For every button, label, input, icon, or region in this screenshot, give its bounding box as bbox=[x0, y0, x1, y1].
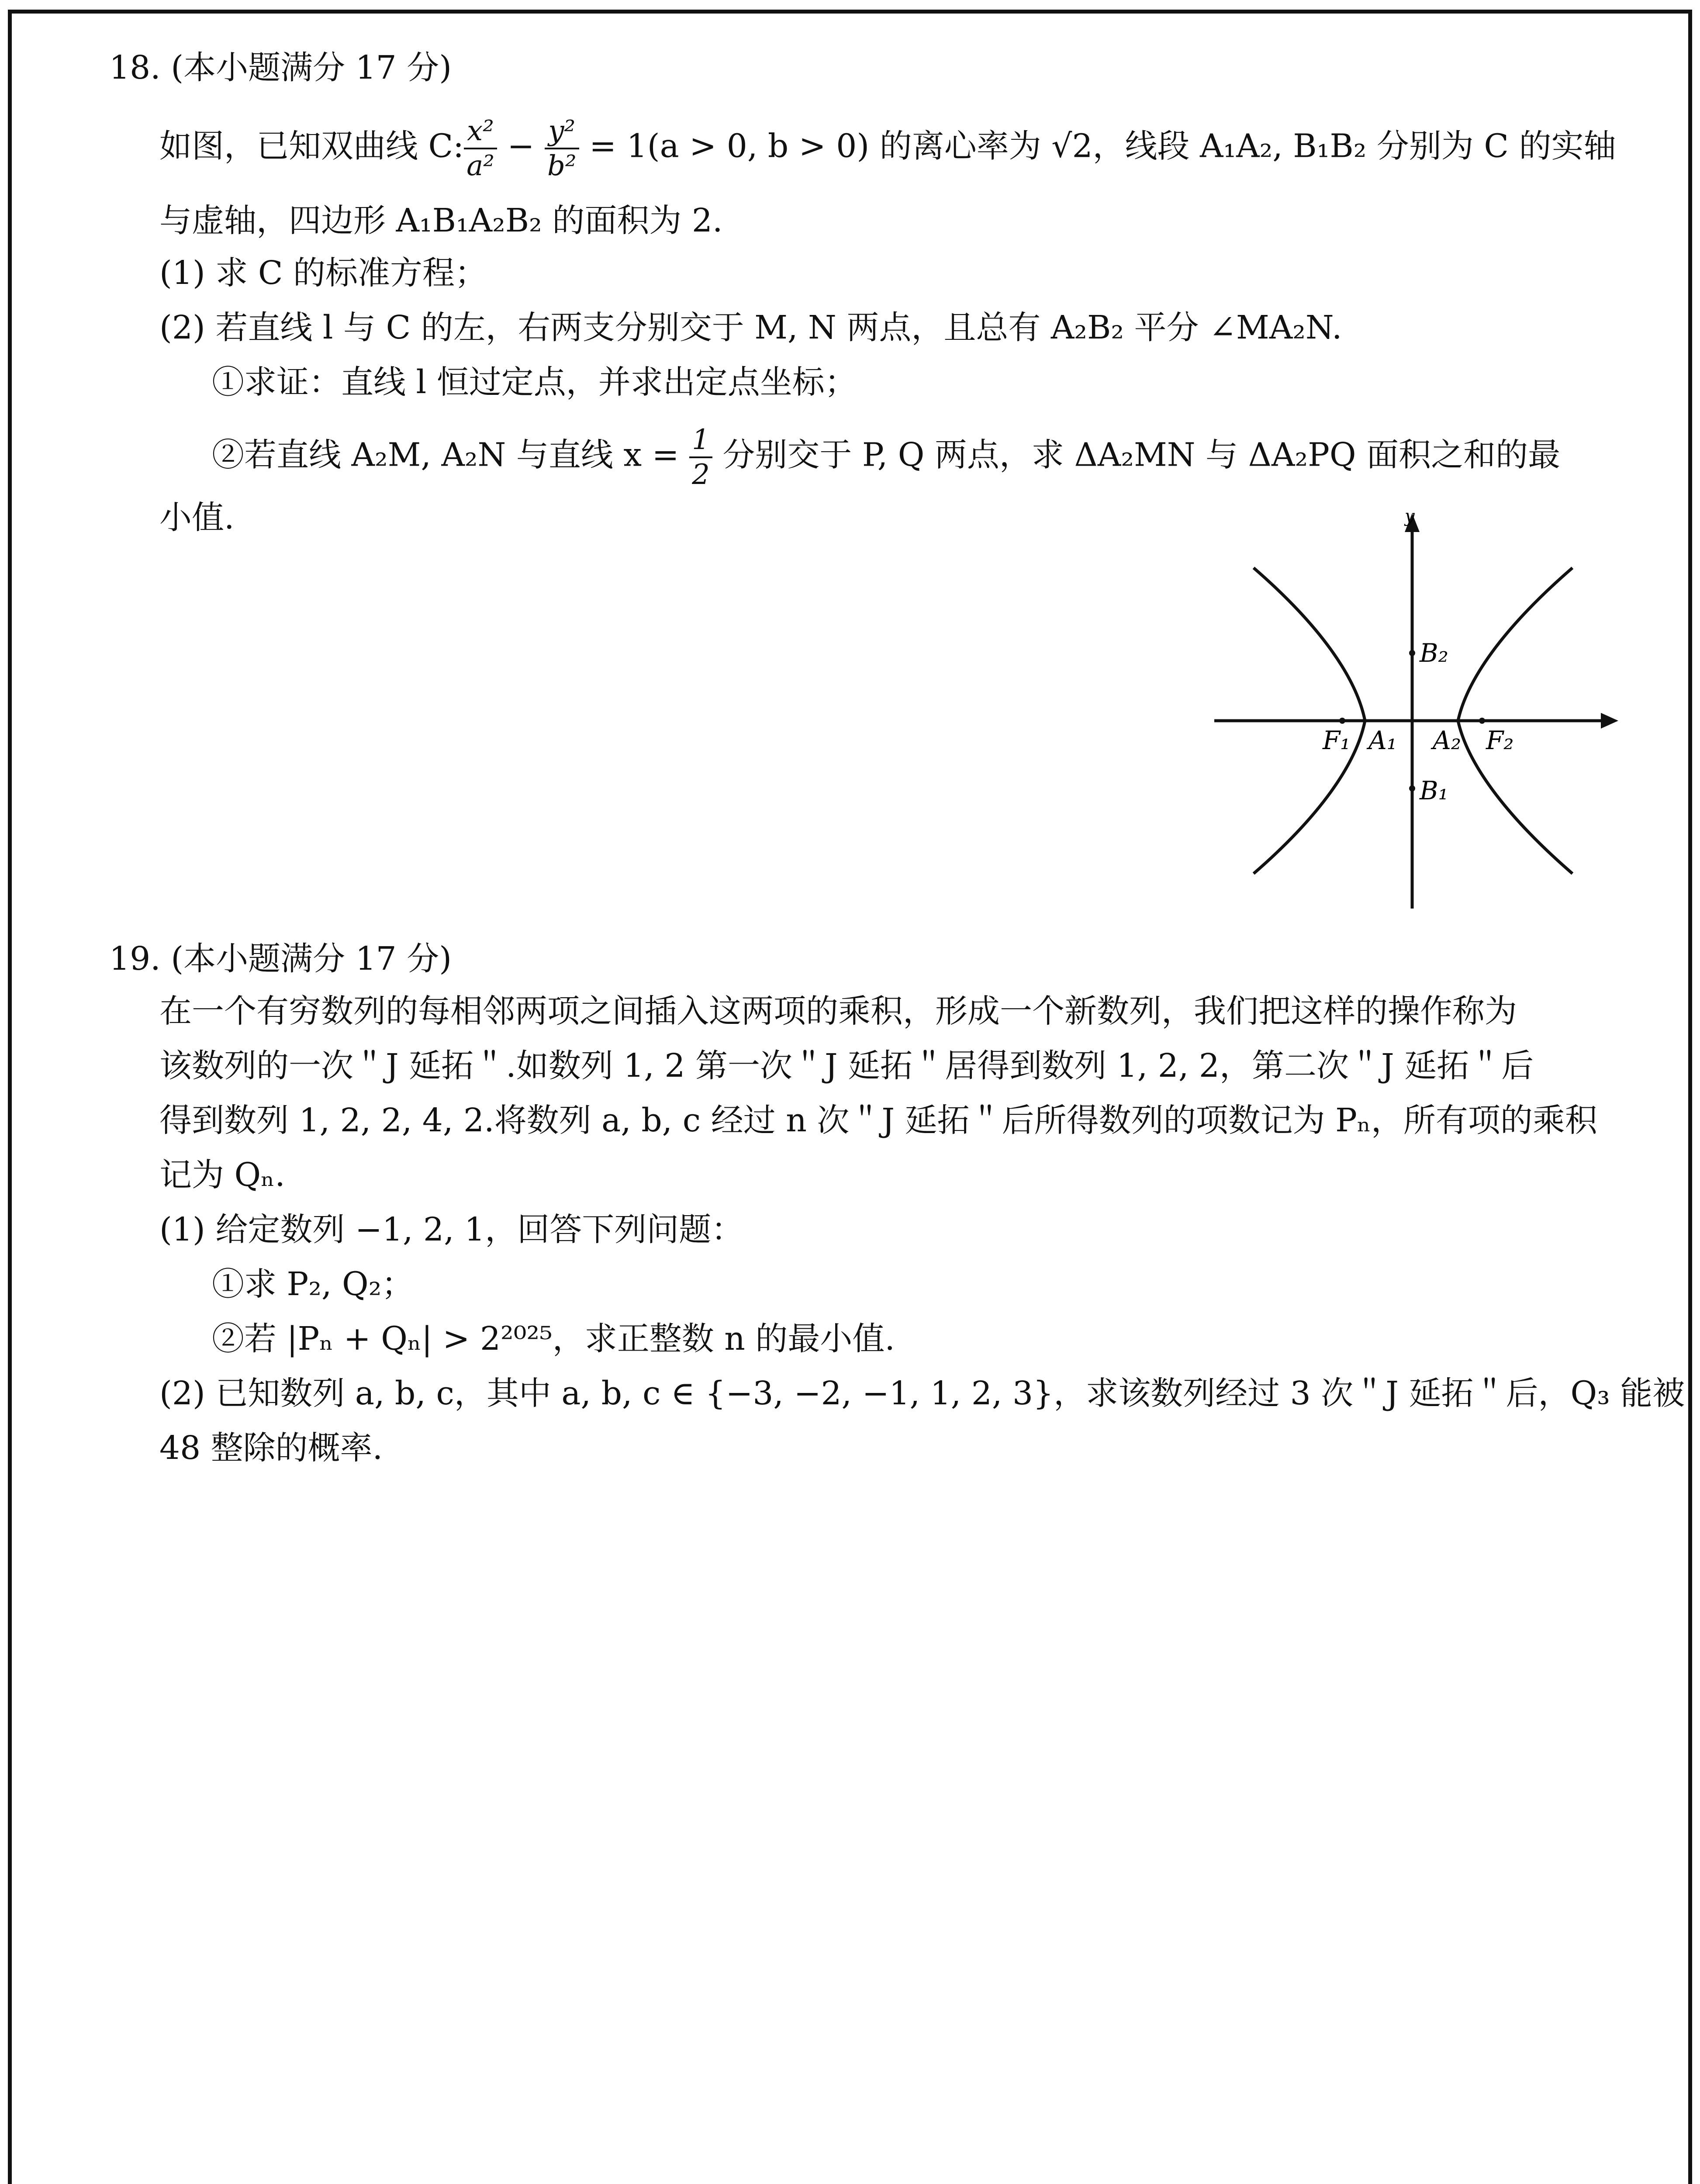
q18-line2: 与虚轴，四边形 A₁B₁A₂B₂ 的面积为 2. bbox=[159, 202, 723, 239]
y-axis-label: y bbox=[1405, 506, 1415, 526]
q18-part2: (2) 若直线 l 与 C 的左，右两支分别交于 M, N 两点，且总有 A₂B₂ 平分 ∠MA₂N. bbox=[159, 309, 1342, 346]
q19-sub1: ①求 P₂, Q₂； bbox=[212, 1265, 414, 1303]
fraction-denominator: 2 bbox=[692, 459, 710, 491]
point-B1 bbox=[1409, 785, 1415, 791]
q18-line1-start: 如图，已知双曲线 C: bbox=[159, 127, 464, 165]
hyperbola-figure bbox=[1206, 502, 1625, 917]
q19-part1: (1) 给定数列 −1, 2, 1，回答下列问题： bbox=[159, 1211, 744, 1248]
q19-para2: 该数列的一次＂J 延拓＂.如数列 1, 2 第一次＂J 延拓＂居得到数列 1, 2, 2，第二次＂J 延拓＂后 bbox=[159, 1047, 1534, 1085]
label-B1: B₁ bbox=[1420, 776, 1448, 805]
fraction-x2-a2 bbox=[464, 117, 497, 180]
q19-sub2: ②若 |Pₙ + Qₙ| > 2²⁰²⁵，求正整数 n 的最小值. bbox=[212, 1320, 895, 1358]
minus-sign: − bbox=[497, 127, 545, 165]
q18-sub1: ①求证：直线 l 恒过定点，并求出定点坐标； bbox=[212, 363, 857, 401]
fraction-numerator: 1 bbox=[689, 426, 712, 458]
q18-part1: (1) 求 C 的标准方程； bbox=[159, 254, 487, 292]
q19-part2-cont: 48 整除的概率. bbox=[159, 1429, 383, 1467]
point-F2 bbox=[1479, 718, 1485, 724]
label-F1: F₁ bbox=[1323, 726, 1351, 755]
label-B2: B₂ bbox=[1420, 638, 1448, 668]
point-F1 bbox=[1339, 718, 1345, 724]
fraction-y2-b2 bbox=[545, 117, 579, 180]
fraction-numerator: y² bbox=[545, 117, 579, 149]
q18-header: 18. (本小题满分 17 分) bbox=[109, 49, 452, 86]
fraction-denominator: a² bbox=[466, 150, 494, 182]
q18-sub2-end: 分别交于 P, Q 两点，求 ΔA₂MN 与 ΔA₂PQ 面积之和的最 bbox=[712, 436, 1561, 474]
point-B2 bbox=[1409, 650, 1415, 656]
q18-sub2-cont: 小值. bbox=[159, 499, 235, 536]
q19-header: 19. (本小题满分 17 分) bbox=[109, 940, 452, 978]
label-F2: F₂ bbox=[1486, 726, 1514, 755]
q19-para1: 在一个有穷数列的每相邻两项之间插入这两项的乘积，形成一个新数列，我们把这样的操作称为 bbox=[159, 992, 1517, 1030]
q19-para4: 记为 Qₙ. bbox=[159, 1156, 285, 1194]
fraction-numerator: x² bbox=[464, 117, 497, 149]
q19-para3: 得到数列 1, 2, 2, 4, 2.将数列 a, b, c 经过 n 次＂J 延拓＂后所得数列的项数记为 Pₙ，所有项的乘积 bbox=[159, 1102, 1597, 1139]
label-A1: A₁ bbox=[1368, 726, 1397, 755]
q18-sub2 bbox=[212, 426, 1560, 489]
x-axis-arrow-icon bbox=[1601, 713, 1618, 729]
label-A2: A₂ bbox=[1433, 726, 1462, 755]
fraction-denominator: b² bbox=[547, 150, 577, 182]
q18-line1-end: = 1(a > 0, b > 0) 的离心率为 √2，线段 A₁A₂, B₁B₂ 分别为 C 的实轴 bbox=[579, 127, 1616, 165]
q19-part2: (2) 已知数列 a, b, c，其中 a, b, c ∈ {−3, −2, −1, 1, 2, 3}，求该数列经过 3 次＂J 延拓＂后，Q₃ 能被 bbox=[159, 1375, 1685, 1412]
q18-line1 bbox=[159, 117, 1616, 180]
fraction-one-half bbox=[689, 426, 712, 489]
q18-sub2-start: ②若直线 A₂M, A₂N 与直线 x = bbox=[212, 436, 690, 474]
